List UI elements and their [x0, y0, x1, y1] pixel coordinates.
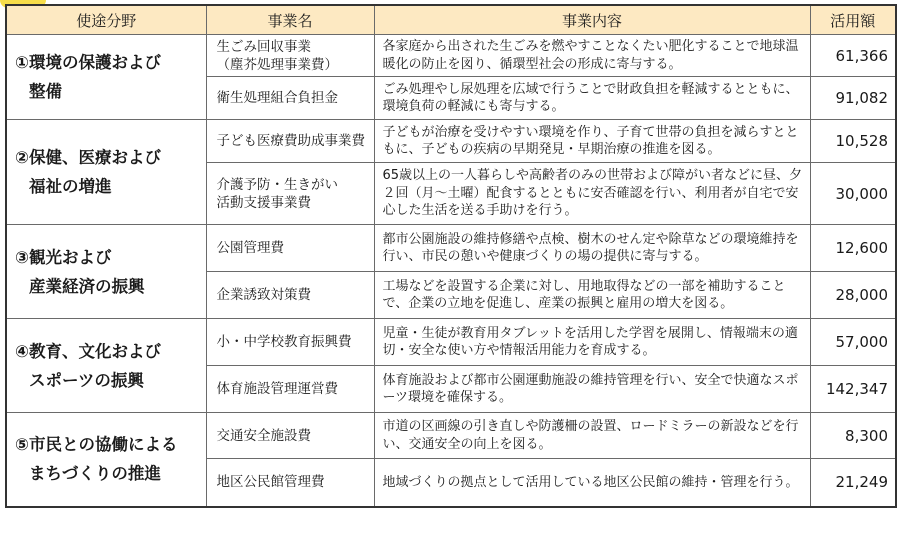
project-name: 衛生処理組合負担金 — [206, 77, 374, 120]
project-amount: 12,600 — [810, 225, 896, 272]
project-content: 地域づくりの拠点として活用している地区公民館の維持・管理を行う。 — [374, 459, 810, 507]
project-name: 公園管理費 — [206, 225, 374, 272]
project-amount: 30,000 — [810, 163, 896, 225]
category-cell: ①環境の保護および 整備 — [6, 35, 206, 120]
table-row — [6, 413, 896, 459]
header-amount: 活用額 — [810, 5, 896, 35]
project-name: 生ごみ回収事業 （塵芥処理事業費） — [206, 35, 374, 77]
project-content: 市道の区画線の引き直しや防護柵の設置、ロードミラーの新設などを行い、交通安全の向上を図る。 — [374, 413, 810, 459]
project-amount: 10,528 — [810, 120, 896, 163]
header-content: 事業内容 — [374, 5, 810, 35]
project-content: 65歳以上の一人暮らしや高齢者のみの世帯および障がい者などに昼、夕２回（月〜土曜）配食するとともに安否確認を行い、利用者が自宅で安心した生活を送る手助けを行う。 — [374, 163, 810, 225]
project-name: 子ども医療費助成事業費 — [206, 120, 374, 163]
project-content: 各家庭から出された生ごみを燃やすことなくたい肥化することで地球温暖化の防止を図り、循環型社会の形成に寄与する。 — [374, 35, 810, 77]
project-amount: 21,249 — [810, 459, 896, 507]
header-project: 事業名 — [206, 5, 374, 35]
project-amount: 91,082 — [810, 77, 896, 120]
table-row — [6, 120, 896, 163]
funding-usage-table — [5, 4, 897, 508]
table-row — [6, 35, 896, 77]
project-name: 企業誘致対策費 — [206, 272, 374, 319]
table-row — [6, 319, 896, 366]
project-content: 体育施設および都市公園運動施設の維持管理を行い、安全で快適なスポーツ環境を確保する。 — [374, 366, 810, 413]
project-content: 都市公園施設の維持修繕や点検、樹木のせん定や除草などの環境維持を行い、市民の憩いや健康づくりの場の提供に寄与する。 — [374, 225, 810, 272]
project-content: 子どもが治療を受けやすい環境を作り、子育て世帯の負担を減らすとともに、子どもの疾病の早期発見・早期治療の推進を図る。 — [374, 120, 810, 163]
project-content: 児童・生徒が教育用タブレットを活用した学習を展開し、情報端末の適切・安全な使い方や情報活用能力を育成する。 — [374, 319, 810, 366]
project-amount: 61,366 — [810, 35, 896, 77]
category-cell: ②保健、医療および 福祉の増進 — [6, 120, 206, 225]
table-row — [6, 225, 896, 272]
table-header-row — [6, 5, 896, 35]
project-name: 体育施設管理運営費 — [206, 366, 374, 413]
category-cell: ③観光および 産業経済の振興 — [6, 225, 206, 319]
project-name: 小・中学校教育振興費 — [206, 319, 374, 366]
project-name: 地区公民館管理費 — [206, 459, 374, 507]
project-amount: 8,300 — [810, 413, 896, 459]
project-content: 工場などを設置する企業に対し、用地取得などの一部を補助することで、企業の立地を促進し、産業の振興と雇用の増大を図る。 — [374, 272, 810, 319]
project-content: ごみ処理やし尿処理を広域で行うことで財政負担を軽減するとともに、環境負荷の軽減にも寄与する。 — [374, 77, 810, 120]
project-amount: 57,000 — [810, 319, 896, 366]
project-name: 交通安全施設費 — [206, 413, 374, 459]
project-amount: 142,347 — [810, 366, 896, 413]
project-amount: 28,000 — [810, 272, 896, 319]
project-name: 介護予防・生きがい 活動支援事業費 — [206, 163, 374, 225]
category-cell: ⑤市民との協働による まちづくりの推進 — [6, 413, 206, 507]
header-category: 使途分野 — [6, 5, 206, 35]
category-cell: ④教育、文化および スポーツの振興 — [6, 319, 206, 413]
